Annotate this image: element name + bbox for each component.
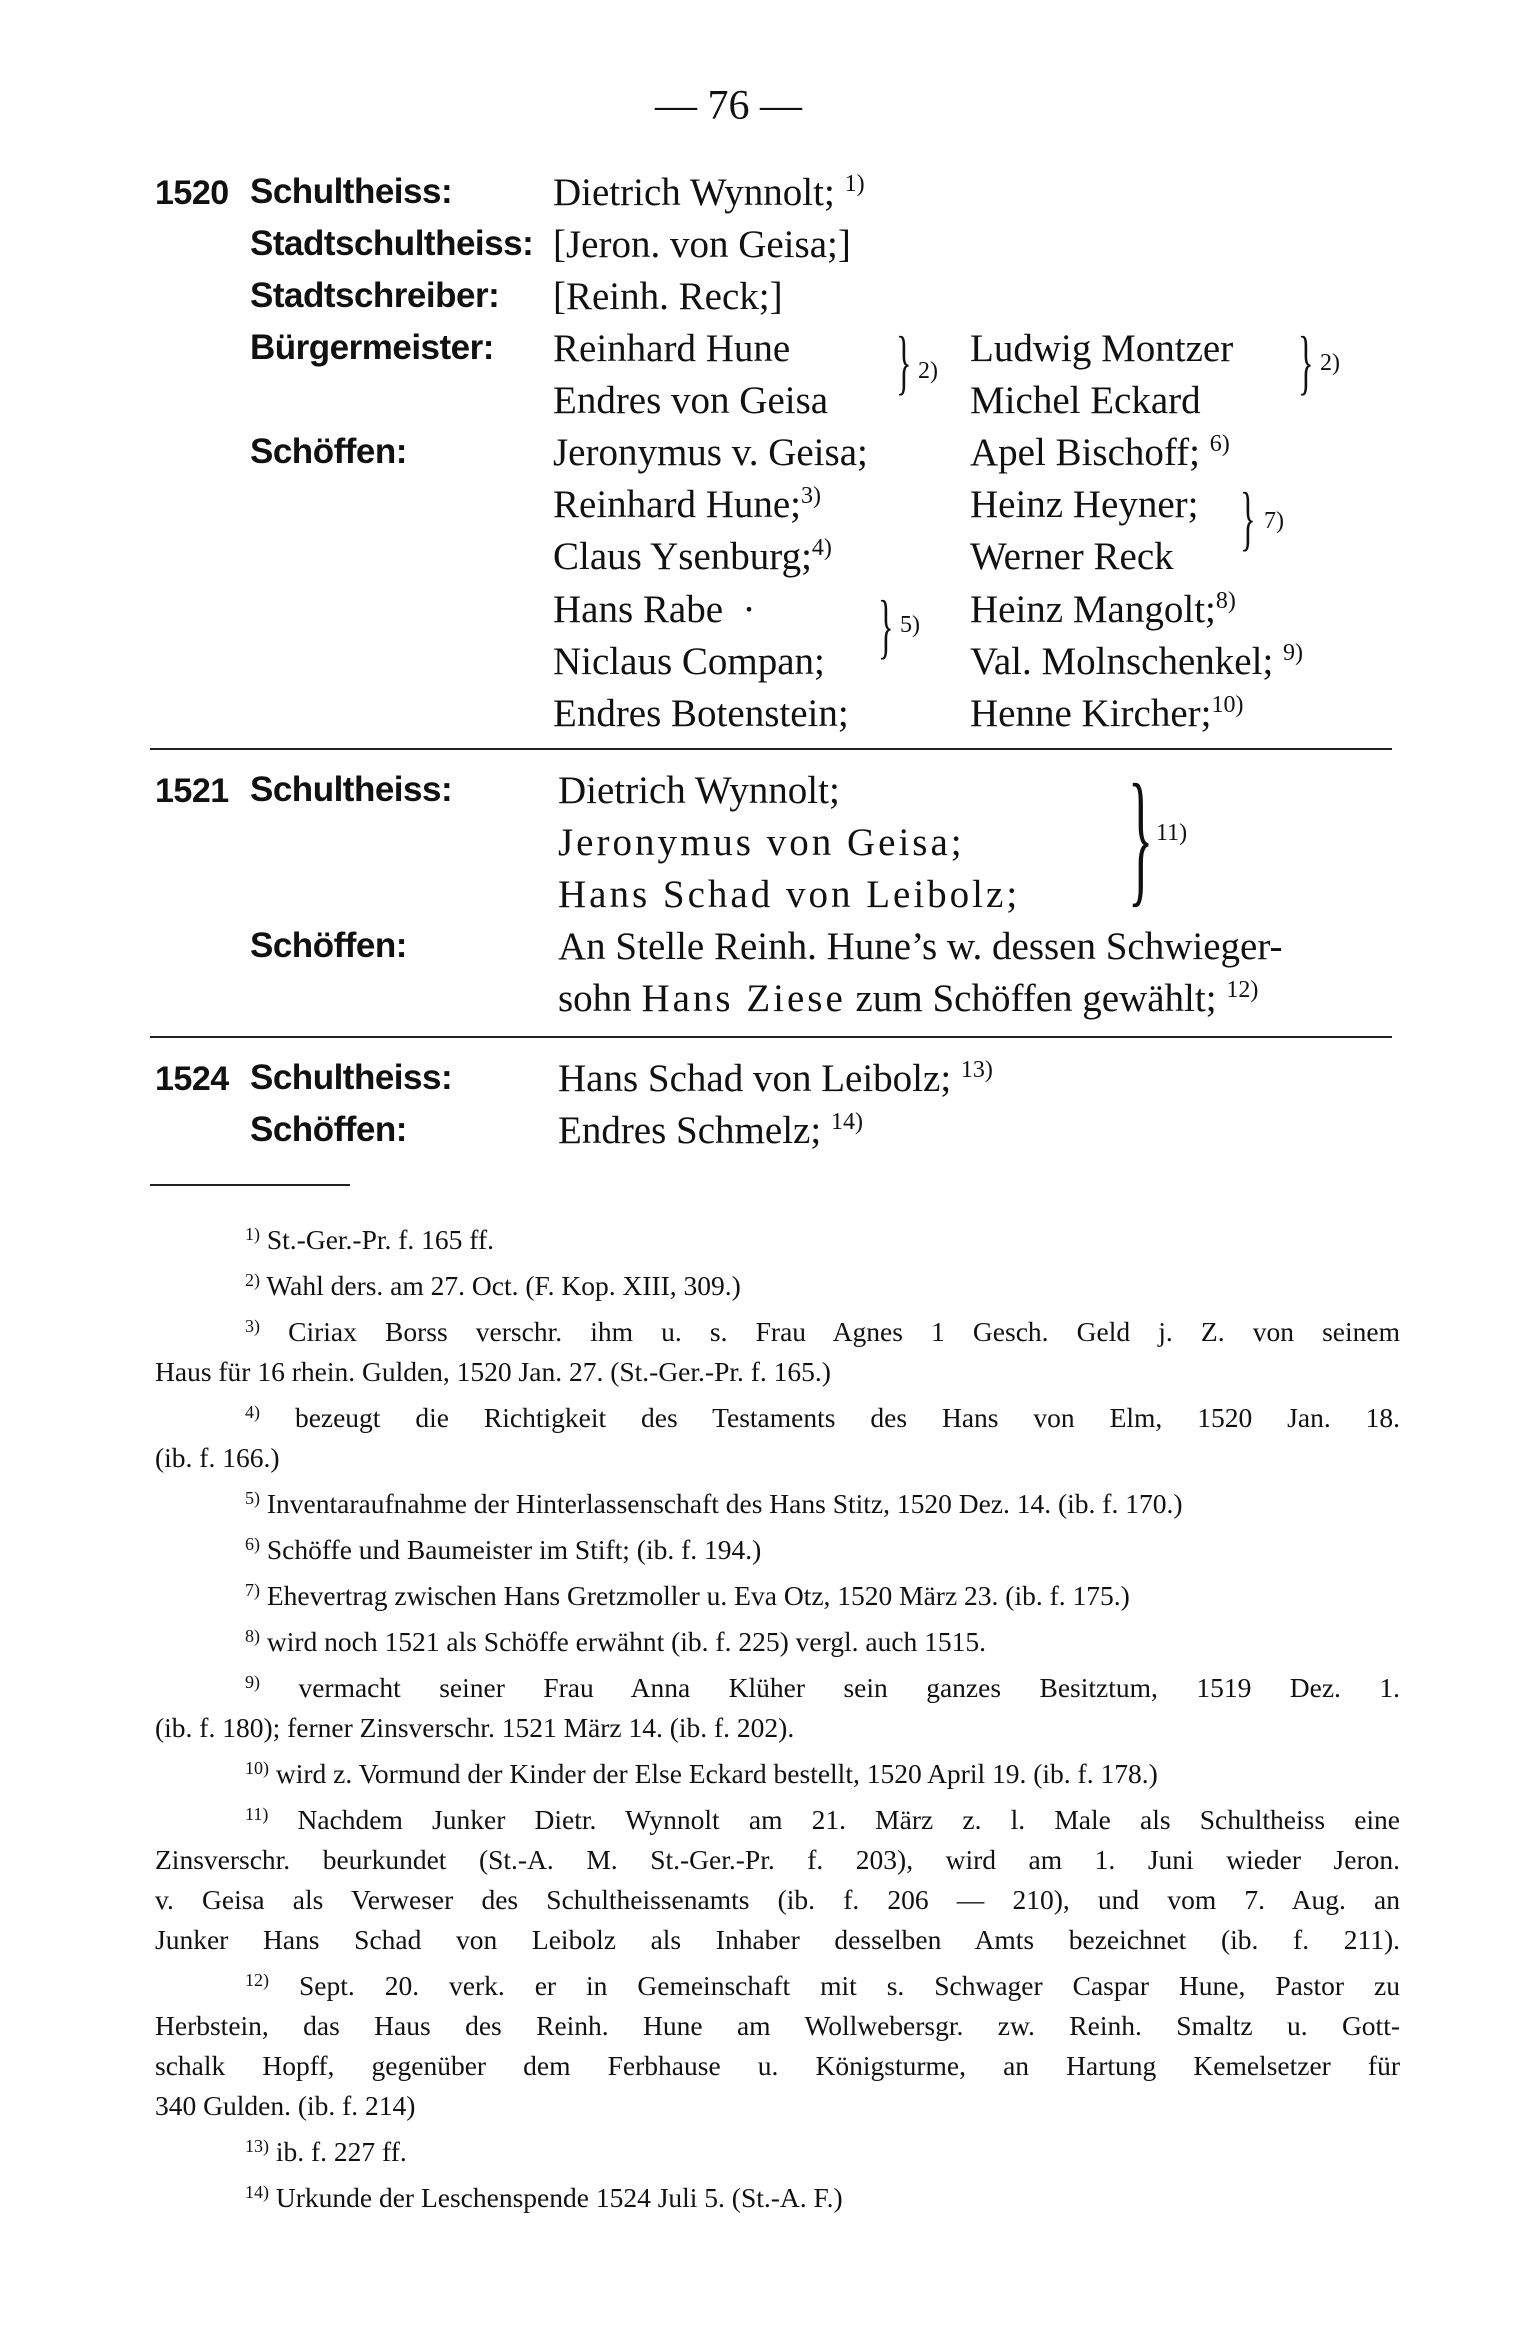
footnote-9: $^{9)}$ vermacht seiner Frau Anna Klüher sein ganzes Besitztum, 1519 Dez. 1. (ib. f. 180); ferner Zinsverschr. 1521 März 14. (ib. f. 202). (155, 1672, 1400, 1743)
brace-icon: } (878, 586, 894, 666)
label-stadtschultheiss: Stadtschultheiss: (250, 224, 534, 263)
footnote-4: $^{4)}$ bezeugt die Richtigkeit des Testaments des Hans von Elm, 1520 Jan. 18. (ib. f. 166.) (155, 1402, 1401, 1473)
footnote-13: $^{13)}$ ib. f. 227 ff. (245, 2136, 407, 2167)
bm-right-footnote: 2) (1320, 350, 1340, 376)
schoeffe-right-4: Heinz Mangolt;$^{8)}$ (970, 588, 1236, 631)
value-schultheiss-1520: Dietrich Wynnolt; $^{1)}$ (553, 171, 865, 214)
label-schultheiss-1521: Schultheiss: (250, 770, 453, 809)
schoeffe-right-23-footnote: 7) (1264, 508, 1284, 534)
value-stadtschultheiss: [Jeron. von Geisa;] (553, 223, 851, 266)
schultheiss-1521-line-1: Dietrich Wynnolt; (558, 769, 840, 812)
dot-mark: · (742, 588, 756, 631)
bm-right-1: Ludwig Montzer (970, 327, 1234, 370)
footnote-5: $^{5)}$ Inventaraufnahme der Hinterlassenschaft des Hans Stitz, 1520 Dez. 14. (ib. f. 170.) (245, 1488, 1183, 1519)
value-schoeffen-1524: Endres Schmelz; $^{14)}$ (558, 1109, 863, 1152)
schoeffe-left-1: Jeronymus v. Geisa; (553, 431, 868, 474)
footnote-7: $^{7)}$ Ehevertrag zwischen Hans Gretzmoller u. Eva Otz, 1520 März 23. (ib. f. 175.) (245, 1580, 1130, 1611)
schoeffe-right-3: Werner Reck (970, 535, 1174, 578)
schoeffe-left-6: Endres Botenstein; (553, 692, 849, 735)
label-schultheiss-1520: Schultheiss: (250, 172, 453, 211)
section-divider (150, 1036, 1392, 1038)
footnote-11: $^{11)}$ Nachdem Junker Dietr. Wynnolt am 21. März z. l. Male als Schultheiss eine Zinsverschr. beurkundet (St.-A. M. St.-Ger.-Pr. f. 203), wird am 1. Juni wieder Jeron. v. Geisa als Verweser des Schultheissenamts (ib. f. 206 — 210), und vom 7. Aug. an Junker Hans Schad von Leibolz als Inhaber desselben Amts bezeichnet (ib. f. 211). (155, 1804, 1401, 1955)
value-stadtschreiber: [Reinh. Reck;] (553, 275, 783, 318)
bm-left-footnote: 2) (918, 358, 938, 384)
bm-left-1: Reinhard Hune (553, 327, 791, 370)
year-1524: 1524 (155, 1060, 229, 1098)
schultheiss-1521-footnote: 11) (1156, 820, 1188, 846)
schoeffe-left-3: Claus Ysenburg;$^{4)}$ (553, 535, 832, 578)
schultheiss-1521-line-2: Jeronymus von Geisa; (558, 821, 965, 864)
year-1520: 1520 (155, 174, 229, 212)
footnote-12: $^{12)}$ Sept. 20. verk. er in Gemeinschaft mit s. Schwager Caspar Hune, Pastor zu Herbstein, das Haus des Reinh. Hune am Wollwebersgr. zw. Reinh. Smaltz u. Gott- schalk Hopff, gegenüber dem Ferbhause u. Königsturme, an Hartung Kemelsetzer für 340 Gulden. (ib. f. 214) (155, 1970, 1400, 2121)
label-schoeffen-1524: Schöffen: (250, 1110, 407, 1149)
brace-icon: } (896, 322, 912, 402)
schoeffe-left-2: Reinhard Hune;$^{3)}$ (553, 483, 822, 526)
footnote-14: $^{14)}$ Urkunde der Leschenspende 1524 Juli 5. (St.-A. F.) (245, 2182, 843, 2213)
section-divider (150, 748, 1392, 750)
schoeffe-right-6: Henne Kircher;$^{10)}$ (970, 692, 1244, 735)
schoeffe-right-1: Apel Bischoff; $^{6)}$ (970, 431, 1230, 474)
label-schoeffen-1520: Schöffen: (250, 432, 407, 471)
footnotes (155, 1214, 1400, 2218)
schultheiss-1521-line-3: Hans Schad von Leibolz; (558, 873, 1021, 916)
footnote-1: $^{1)}$ St.-Ger.-Pr. f. 165 ff. (245, 1224, 494, 1255)
brace-icon: } (1240, 478, 1256, 558)
label-schultheiss-1524: Schultheiss: (250, 1058, 453, 1097)
schoeffe-right-2: Heinz Heyner; (970, 483, 1199, 526)
footnote-3: $^{3)}$ Ciriax Borss verschr. ihm u. s. Frau Agnes 1 Gesch. Geld j. Z. von seinem Haus für 16 rhein. Gulden, 1520 Jan. 27. (St.-Ger.-Pr. f. 165.) (155, 1316, 1400, 1387)
brace-icon: } (1128, 754, 1154, 920)
brace-icon: } (1298, 322, 1314, 402)
footnote-10: $^{10)}$ wird z. Vormund der Kinder der Else Eckard bestellt, 1520 April 19. (ib. f. 178.) (245, 1758, 1158, 1789)
schoeffe-left-4: Hans Rabe · (553, 588, 756, 631)
page-number: — 76 — (655, 83, 802, 129)
schoeffe-left-45-footnote: 5) (900, 612, 920, 638)
value-schultheiss-1524: Hans Schad von Leibolz; $^{13)}$ (558, 1057, 993, 1100)
label-buergermeister: Bürgermeister: (250, 328, 494, 367)
bm-left-2: Endres von Geisa (553, 379, 829, 422)
footnote-6: $^{6)}$ Schöffe und Baumeister im Stift; (ib. f. 194.) (245, 1534, 762, 1565)
schoeffe-right-5: Val. Molnschenkel; $^{9)}$ (970, 640, 1304, 683)
schoeffen-1521-line-1: An Stelle Reinh. Hune’s w. dessen Schwieger- (558, 925, 1283, 968)
schoeffen-1521-line-2: sohn Hans Ziese zum Schöffen gewählt; $^{12)}$ (558, 977, 1259, 1020)
footnote-2: $^{2)}$ Wahl ders. am 27. Oct. (F. Kop. XIII, 309.) (245, 1270, 741, 1301)
footnote-8: $^{8)}$ wird noch 1521 als Schöffe erwähnt (ib. f. 225) vergl. auch 1515. (245, 1626, 987, 1657)
label-stadtschreiber: Stadtschreiber: (250, 276, 500, 315)
year-1521: 1521 (155, 772, 229, 810)
bm-right-2: Michel Eckard (970, 379, 1201, 422)
footnote-separator (150, 1184, 350, 1186)
label-schoeffen-1521: Schöffen: (250, 926, 407, 965)
schoeffe-left-5: Niclaus Compan; (553, 640, 825, 683)
